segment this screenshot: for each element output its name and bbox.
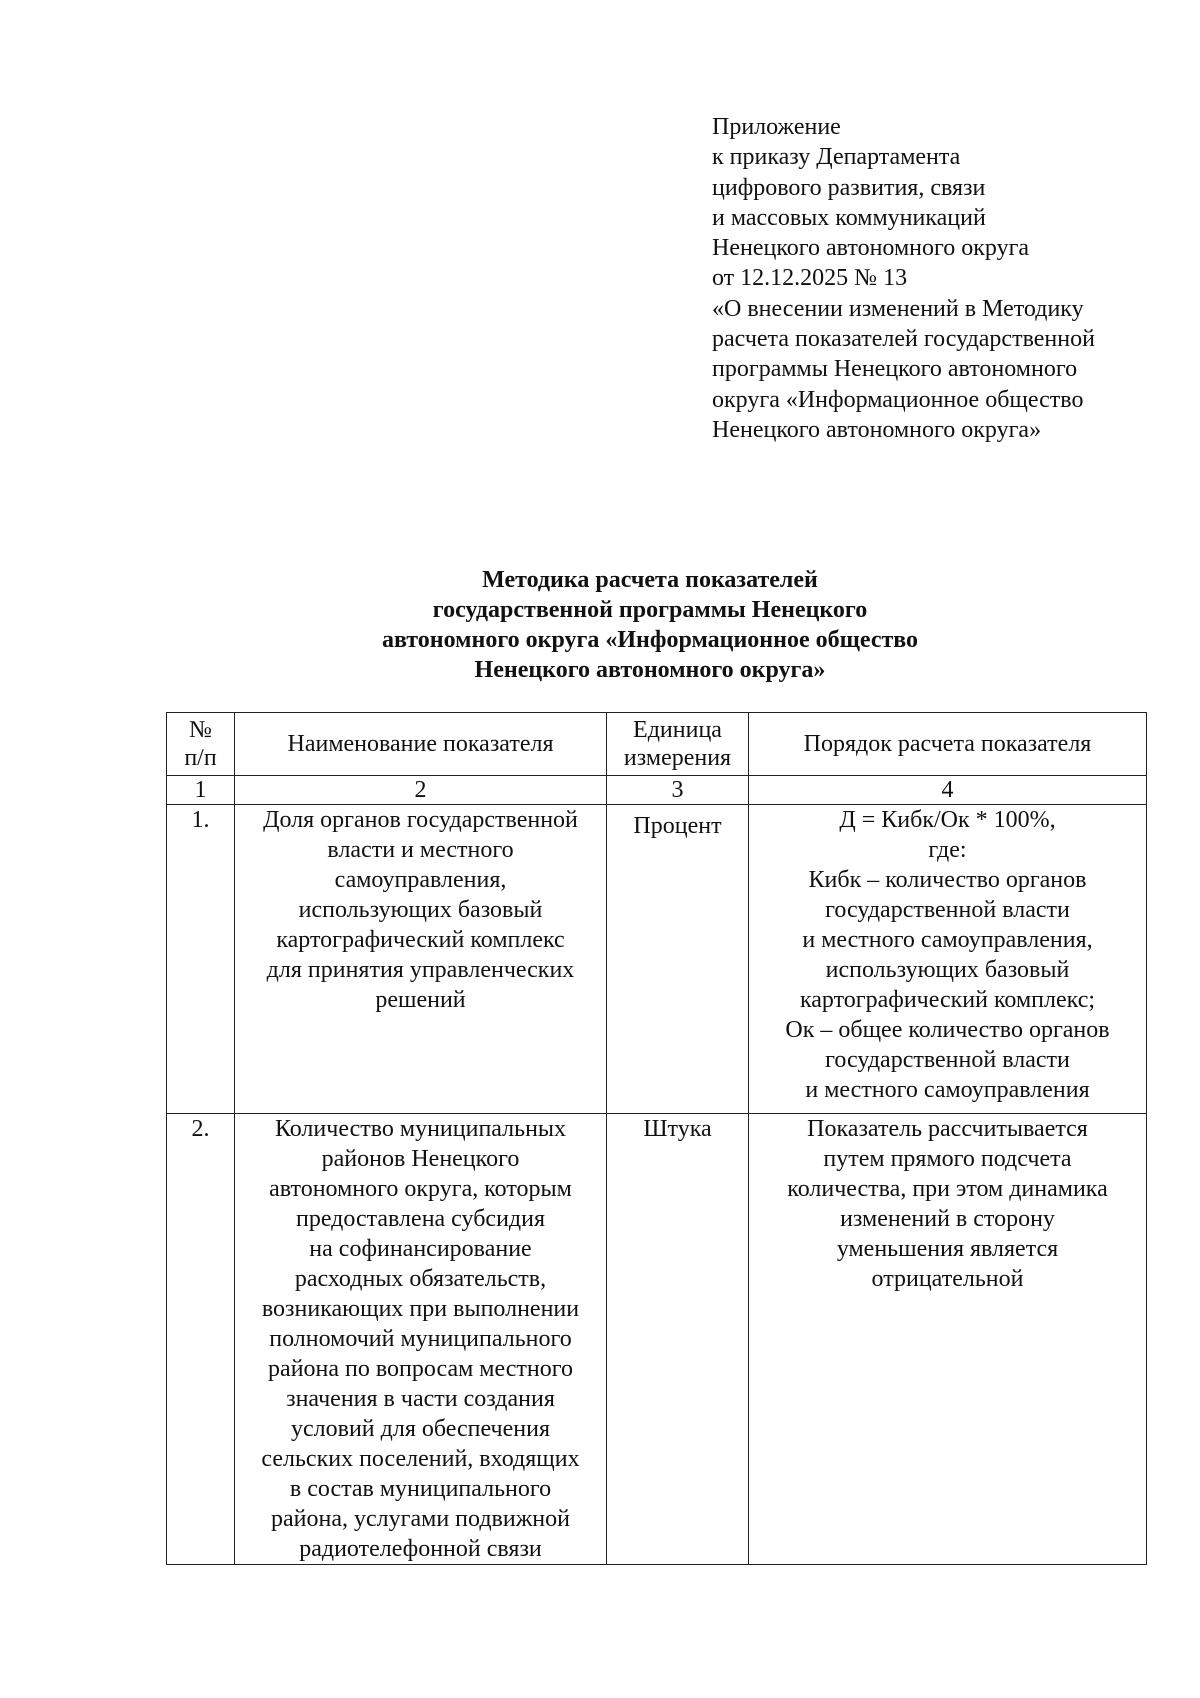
table-row xyxy=(167,1114,1147,1565)
column-number: 1 xyxy=(167,776,235,805)
appendix-line: Ненецкого автономного округа xyxy=(712,235,1030,262)
row-unit: Штука xyxy=(607,1114,749,1565)
document-title xyxy=(150,565,1150,685)
column-number: 4 xyxy=(749,776,1147,805)
appendix-line: расчета показателей государственной xyxy=(712,326,1095,353)
row-name: Доля органов государственной власти и местного самоуправления, использующих базовый картографический комплекс для принятия управленческих решений xyxy=(235,805,607,1114)
appendix-line: программы Ненецкого автономного xyxy=(712,356,1078,383)
indicators-table xyxy=(166,712,1147,1565)
column-number: 3 xyxy=(607,776,749,805)
appendix-line: цифрового развития, связи xyxy=(712,174,986,201)
row-method: Д = Кибк/Ок * 100%, где: Кибк – количество органов государственной власти и местного самоуправления, использующих базовый картографический комплекс; Ок – общее количество органов государственной власти и местного самоуправления xyxy=(749,805,1147,1114)
appendix-line: «О внесении изменений в Методику xyxy=(712,295,1084,322)
header-method: Порядок расчета показателя xyxy=(749,713,1147,776)
appendix-line: Ненецкого автономного округа» xyxy=(712,416,1042,443)
row-unit: Процент xyxy=(607,805,749,1114)
header-num: № п/п xyxy=(167,713,235,776)
appendix-line: Приложение xyxy=(712,114,841,140)
row-num: 2. xyxy=(167,1114,235,1565)
header-unit: Единица измерения xyxy=(607,713,749,776)
title-line: Методика расчета показателей xyxy=(482,567,818,593)
appendix-header xyxy=(712,112,1182,445)
header-name: Наименование показателя xyxy=(235,713,607,776)
title-line: автономного округа «Информационное общество xyxy=(381,627,919,653)
column-number: 2 xyxy=(235,776,607,805)
table-header-row xyxy=(167,713,1147,776)
appendix-line: округа «Информационное общество xyxy=(712,386,1084,413)
appendix-line: от 12.12.2025 № 13 xyxy=(712,265,908,292)
table-row xyxy=(167,805,1147,1114)
row-num: 1. xyxy=(167,805,235,1114)
appendix-line: к приказу Департамента xyxy=(712,144,961,171)
title-line: государственной программы Ненецкого xyxy=(432,597,868,623)
title-line: Ненецкого автономного округа» xyxy=(474,657,826,683)
row-name: Количество муниципальных районов Ненецкого автономного округа, которым предоставлена субсидия на софинансирование расходных обязательств, возникающих при выполнении полномочий муниципального района по вопросам местного значения в части создания условий для обеспечения сельских поселений, входящих в состав муниципального района, услугами подвижной радиотелефонной связи xyxy=(235,1114,607,1565)
row-method: Показатель рассчитывается путем прямого подсчета количества, при этом динамика изменений в сторону уменьшения является отрицательной xyxy=(749,1114,1147,1565)
column-number-row xyxy=(167,776,1147,805)
appendix-line: и массовых коммуникаций xyxy=(712,204,986,231)
